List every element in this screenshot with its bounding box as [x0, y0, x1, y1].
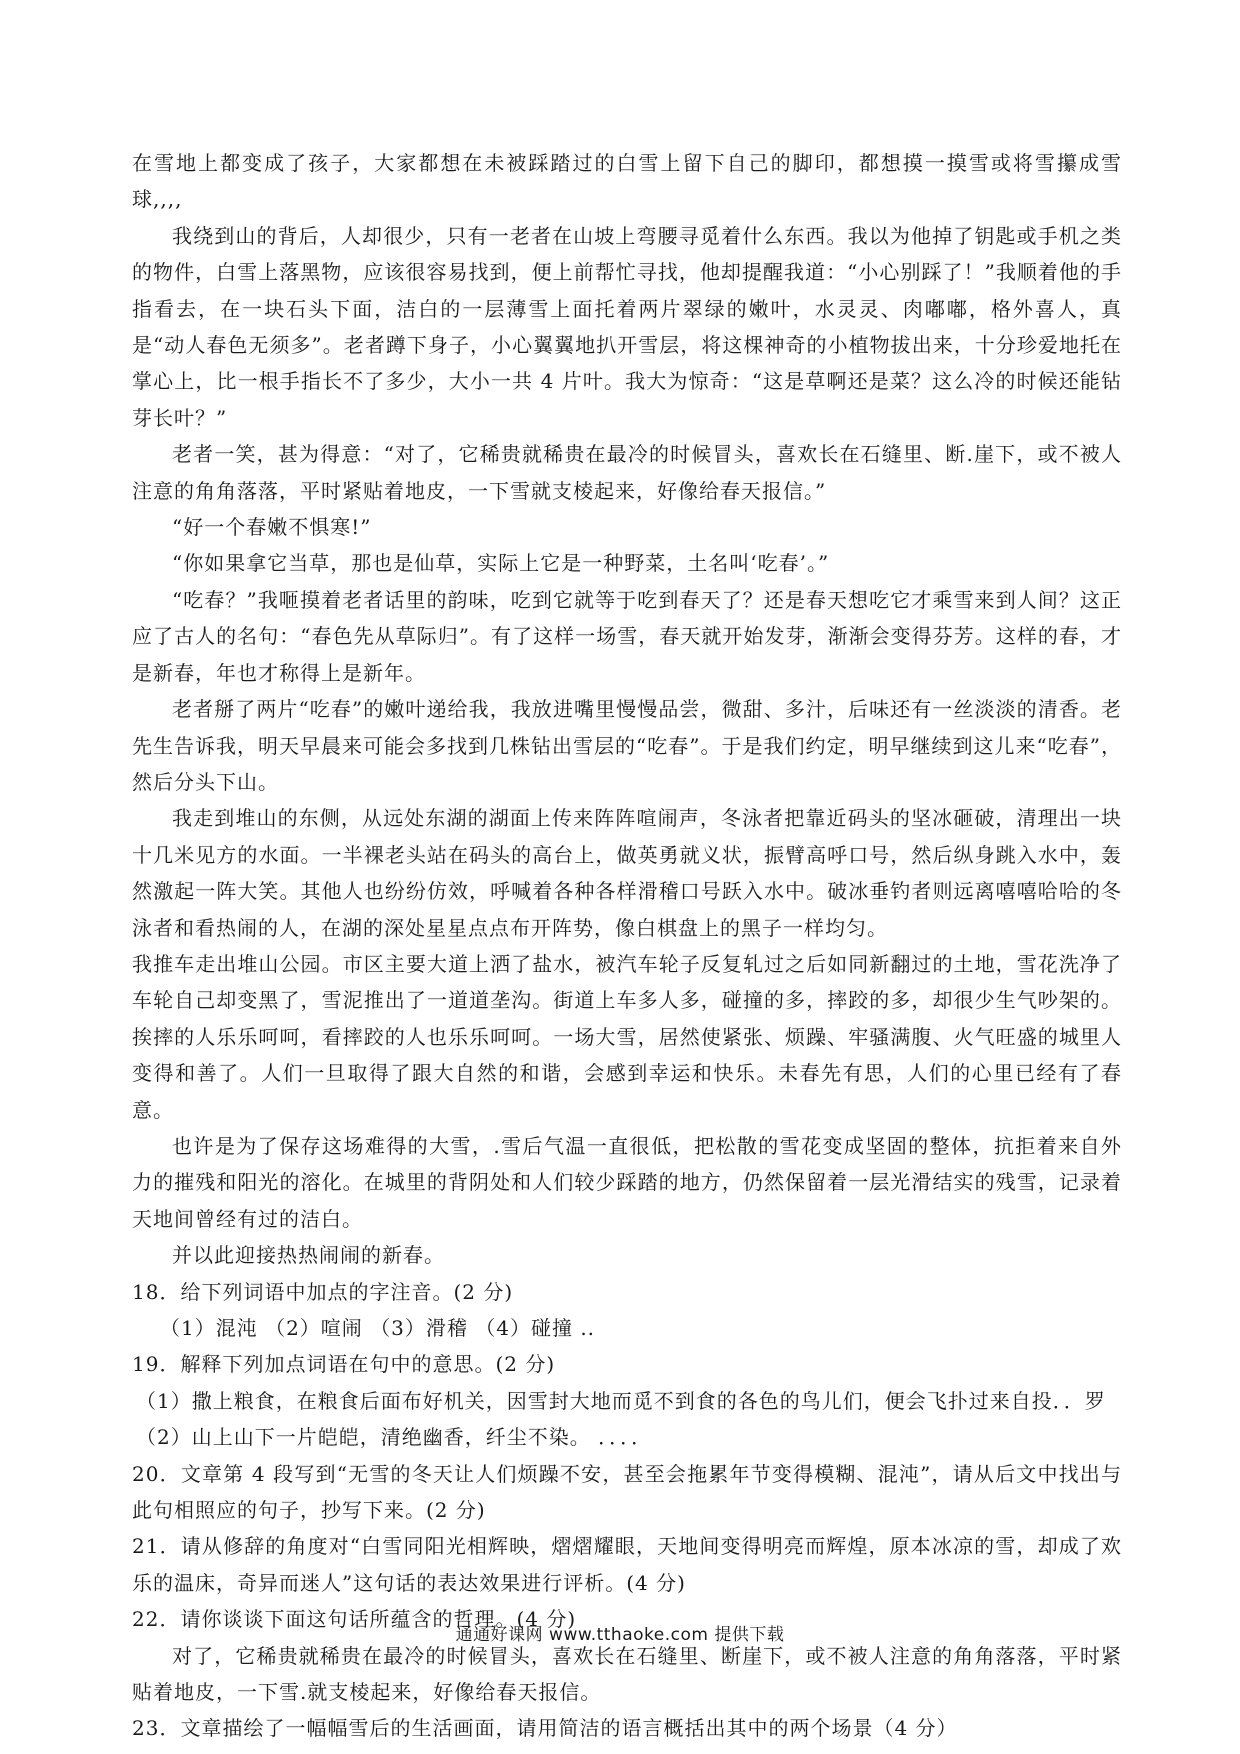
- question-19: 19．解释下列加点词语在句中的意思。(2 分): [132, 1352, 556, 1377]
- question-19-item-1: （1）撒上粮食，在粮食后面布好机关，因雪封大地而觅不到食的各色的鸟儿们，便会飞扑过来自投．．罗: [136, 1388, 1106, 1413]
- question-19-item-2: （2）山上山下一片皑皑，清绝幽香，纤尘不染。 ．．．．: [136, 1425, 653, 1450]
- question-18-items: （1）混沌 （2）喧闹 （3）滑稽 （4）碰撞 ..: [160, 1316, 596, 1340]
- question-23: 23．文章描绘了一幅幅雪后的生活画面，请用简洁的语言概括出其中的两个场景（4 分）: [132, 1716, 958, 1741]
- article-paragraph: “吃春？”我咂摸着老者话里的韵味，吃到它就等于吃到春天了？还是春天想吃它才乘雪来到人间？这正应了古人的名句：“春色先从草际归”。有了这样一场雪，春天就开始发芽，渐渐会变得芬芳。这样的春，才是新春，年也才称得上是新年。: [132, 587, 1122, 685]
- question-22-quote: 对了，它稀贵就稀贵在最冷的时候冒头，喜欢长在石缝里、断崖下，或不被人注意的角角落落，平时紧贴着地皮，一下雪.就支棱起来，好像给春天报信。: [132, 1643, 1122, 1705]
- article-paragraph: 我走到堆山的东侧，从远处东湖的湖面上传来阵阵喧闹声，冬泳者把靠近码头的坚冰砸破，清理出一块十几米见方的水面。一半裸老头站在码头的高台上，做英勇就义状，振臂高呼口号，然后纵身跳入水中，轰然激起一阵大笑。其他人也纷纷仿效，呼喊着各种各样滑稽口号跃入水中。破冰垂钓者则远离嘻嘻哈哈的冬泳者和看热闹的人，在湖的深处星星点点布开阵势，像白棋盘上的黑子一样均匀。: [132, 806, 1122, 940]
- article-paragraph: 并以此迎接热热闹闹的新春。: [172, 1243, 445, 1268]
- article-paragraph: 在雪地上都变成了孩子，大家都想在未被踩踏过的白雪上留下自己的脚印，都想摸一摸雪或将雪攥成雪球,,,,: [132, 151, 1122, 212]
- article-paragraph: “你如果拿它当草，那也是仙草，实际上它是一种野菜，土名叫‘吃春’。”: [172, 551, 830, 576]
- question-21: 21．请从修辞的角度对“白雪同阳光相辉映，熠熠耀眼，天地间变得明亮而辉煌，原本冰凉的雪，却成了欢乐的温床，奇异而迷人”这句话的表达效果进行评析。(4 分): [132, 1534, 1122, 1595]
- page-content: [132, 145, 1122, 1747]
- article-paragraph: 老者掰了两片“吃春”的嫩叶递给我，我放进嘴里慢慢品尝，微甜、多汁，后味还有一丝淡淡的清香。老先生告诉我，明天早晨来可能会多找到几株钻出雪层的“吃春”。于是我们约定，明早继续到这儿来“吃春”，然后分头下山。: [132, 697, 1122, 794]
- article-paragraph: 我绕到山的背后，人却很少，只有一老者在山坡上弯腰寻觅着什么东西。我以为他掉了钥匙或手机之类的物件，白雪上落黑物，应该很容易找到，便上前帮忙寻找，他却提醒我道：“小心别踩了！”我顺着他的手指看去，在一块石头下面，洁白的一层薄雪上面托着两片翠绿的嫩叶，水灵灵、肉嘟嘟，格外喜人，真是“动人春色无须多”。老者蹲下身子，小心翼翼地扒开雪层，将这棵神奇的小植物拔出来，十分珍爱地托在掌心上，比一根手指长不了多少，大小一共 4 片叶。我大为惊奇：“这是草啊还是菜？这么冷的时候还能钻芽长叶？”: [132, 223, 1122, 430]
- question-22: 22．请你谈谈下面这句话所蕴含的哲理。(4 分): [132, 1607, 577, 1632]
- page-footer: 通通好课网 www.tthaoke.com 提供下载: [455, 1625, 785, 1645]
- article-paragraph: “好一个春嫩不惧寒!”: [172, 515, 372, 540]
- article-paragraph: 老者一笑，甚为得意：“对了，它稀贵就稀贵在最冷的时候冒头，喜欢长在石缝里、断.崖下，或不被人注意的角角落落，平时紧贴着地皮，一下雪就支棱起来，好像给春天报信。”: [132, 442, 1122, 503]
- article-paragraph: 我推车走出堆山公园。市区主要大道上洒了盐水，被汽车轮子反复轧过之后如同新翻过的土地，雪花洗净了车轮自己却变黑了，雪泥推出了一道道垄沟。街道上车多人多，碰撞的多，摔跤的多，却很少生气吵架的。挨摔的人乐乐呵呵，看摔跤的人也乐乐呵呵。一场大雪，居然使紧张、烦躁、牢骚满腹、火气旺盛的城里人变得和善了。人们一旦取得了跟大自然的和谐，会感到幸运和快乐。未春先有思，人们的心里已经有了春意。: [132, 951, 1122, 1122]
- question-18: 18．给下列词语中加点的字注音。(2 分): [132, 1279, 514, 1304]
- article-paragraph: 也许是为了保存这场难得的大雪，.雪后气温一直很低，把松散的雪花变成坚固的整体，抗拒着来自外力的摧残和阳光的溶化。在城里的背阴处和人们较少踩踏的地方，仍然保留着一层光滑结实的残雪，记录着天地间曾经有过的洁白。: [132, 1133, 1122, 1231]
- question-20: 20．文章第 4 段写到“无雪的冬天让人们烦躁不安，甚至会拖累年节变得模糊、混沌”，请从后文中找出与此句相照应的句子，抄写下来。(2 分): [132, 1461, 1122, 1523]
